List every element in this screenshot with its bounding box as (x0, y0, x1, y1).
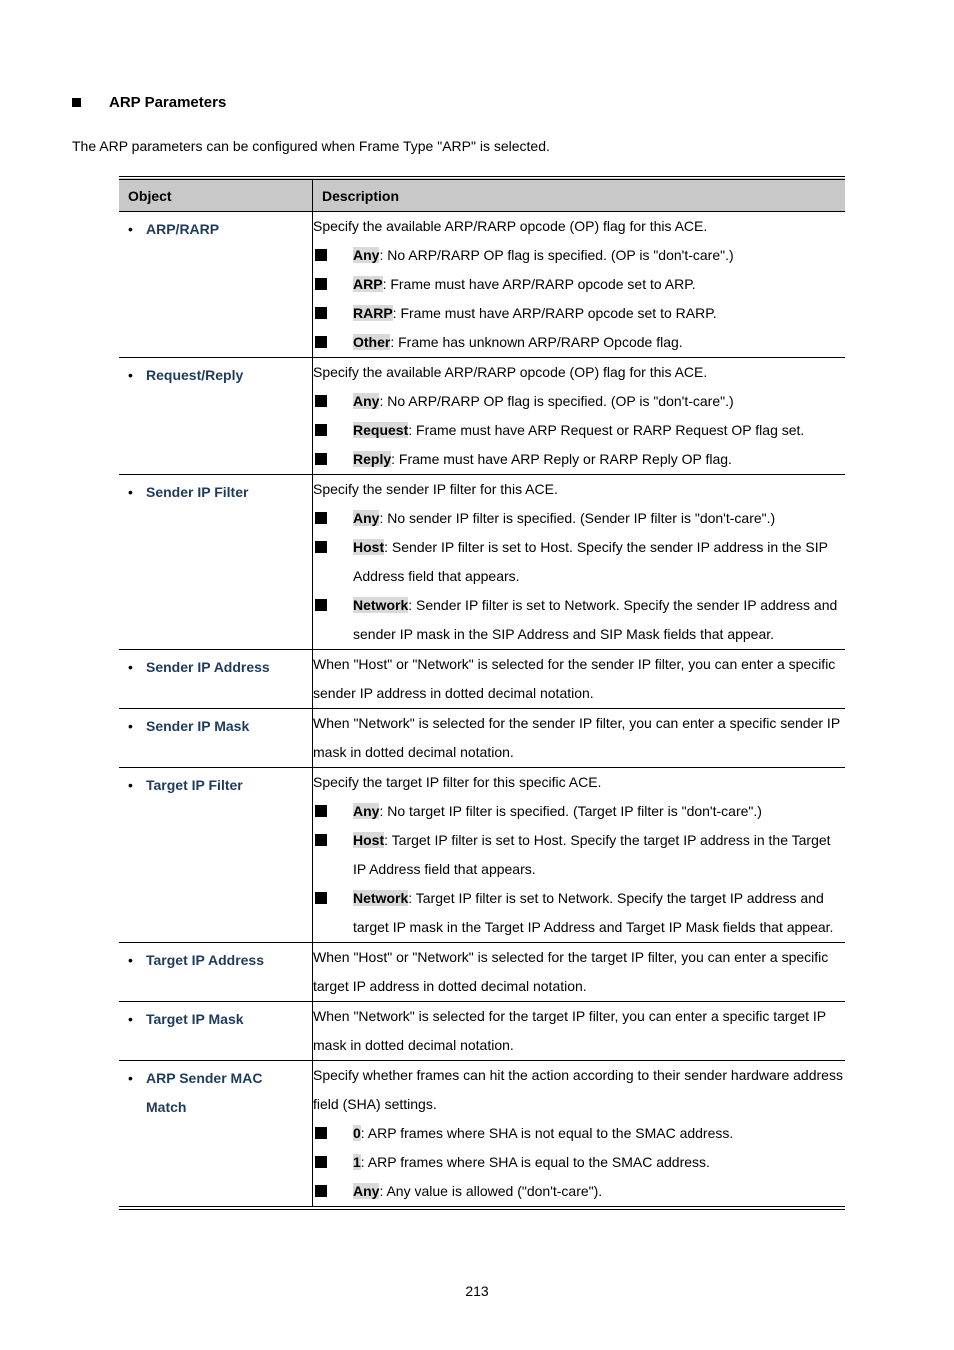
option-item (313, 445, 845, 474)
object-cell (119, 1002, 313, 1061)
option-item (313, 504, 845, 533)
object-label (128, 215, 312, 244)
square-bullet-icon (315, 424, 327, 436)
table-row (119, 1061, 845, 1209)
table-row (119, 475, 845, 650)
option-keyword: Network (353, 890, 409, 906)
object-name: Sender IP Mask (146, 718, 250, 734)
option-item (313, 1119, 845, 1148)
square-bullet-icon (315, 1185, 327, 1197)
option-keyword: Any (353, 1183, 380, 1199)
table-row (119, 943, 845, 1002)
square-bullet-icon (315, 307, 327, 319)
option-text: : Frame must have ARP Request or RARP Request OP flag set. (408, 422, 805, 438)
table-row (119, 212, 845, 358)
option-item (313, 1148, 845, 1177)
description-text: Specify the sender IP filter for this ACE. (313, 481, 558, 497)
bullet-icon: • (128, 1070, 133, 1086)
option-body (353, 591, 845, 649)
object-cell (119, 475, 313, 650)
description-cell (313, 768, 846, 943)
square-bullet-icon (315, 1127, 327, 1139)
description-text: When "Network" is selected for the sender IP filter, you can enter a specific sender IP mask in dotted decimal notation. (313, 715, 840, 760)
option-item (313, 591, 845, 649)
bullet-icon: • (128, 777, 133, 793)
option-keyword: Host (353, 539, 385, 555)
object-label (128, 1064, 312, 1122)
option-item (313, 797, 845, 826)
option-text: : Sender IP filter is set to Host. Specify the sender IP address in the SIP Address field that appears. (353, 539, 828, 584)
option-keyword: RARP (353, 305, 393, 321)
option-body (353, 416, 804, 445)
option-body (353, 270, 696, 299)
option-item (313, 299, 845, 328)
bullet-icon: • (128, 221, 133, 237)
section-heading-text: ARP Parameters (109, 94, 227, 111)
option-item (313, 387, 845, 416)
bullet-icon: • (128, 718, 133, 734)
table-row (119, 650, 845, 709)
option-item (313, 533, 845, 591)
option-text: : Frame must have ARP Reply or RARP Reply OP flag. (391, 451, 732, 467)
table-header-row (119, 178, 845, 212)
square-bullet-icon (315, 541, 327, 553)
option-body (353, 445, 732, 474)
description-text: Specify whether frames can hit the action according to their sender hardware address field (SHA) settings. (313, 1067, 843, 1112)
description-text: Specify the available ARP/RARP opcode (OP) flag for this ACE. (313, 218, 708, 234)
option-keyword: Any (353, 803, 380, 819)
object-label (128, 653, 312, 682)
table-row (119, 1002, 845, 1061)
option-keyword: 0 (353, 1125, 361, 1141)
option-body (353, 299, 717, 328)
square-bullet-icon (315, 805, 327, 817)
intro-paragraph: The ARP parameters can be configured when Frame Type "ARP" is selected. (72, 138, 550, 154)
option-keyword: ARP (353, 276, 383, 292)
option-text: : Target IP filter is set to Network. Specify the target IP address and target IP mask in the Target IP Address and Target IP Mask fields that appear. (353, 890, 834, 935)
option-body (353, 797, 762, 826)
object-cell (119, 650, 313, 709)
object-label (128, 1005, 312, 1034)
option-item (313, 826, 845, 884)
option-item (313, 416, 845, 445)
option-keyword: Host (353, 832, 385, 848)
object-name: ARP/RARP (146, 221, 220, 237)
option-item (313, 884, 845, 942)
description-text: Specify the target IP filter for this specific ACE. (313, 774, 602, 790)
square-bullet-icon (315, 395, 327, 407)
object-cell (119, 1061, 313, 1209)
option-body (353, 504, 775, 533)
square-bullet-icon (72, 98, 81, 107)
object-name: ARP Sender MAC Match (146, 1070, 263, 1115)
square-bullet-icon (315, 336, 327, 348)
option-body (353, 826, 845, 884)
bullet-icon: • (128, 1011, 133, 1027)
option-item (313, 328, 845, 357)
option-keyword: Any (353, 247, 380, 263)
header-description: Description (313, 178, 846, 212)
option-text: : Sender IP filter is set to Network. Specify the sender IP address and sender IP mask in the SIP Address and SIP Mask fields that appear. (353, 597, 838, 642)
option-body (353, 533, 845, 591)
object-label (128, 946, 312, 975)
square-bullet-icon (315, 249, 327, 261)
square-bullet-icon (315, 512, 327, 524)
option-text: : Frame must have ARP/RARP opcode set to ARP. (382, 276, 696, 292)
description-cell (313, 475, 846, 650)
option-body (353, 1177, 602, 1206)
option-keyword: Other (353, 334, 391, 350)
bullet-icon: • (128, 659, 133, 675)
option-body (353, 241, 734, 270)
object-name: Request/Reply (146, 367, 244, 383)
square-bullet-icon (315, 892, 327, 904)
object-name: Sender IP Filter (146, 484, 249, 500)
object-label (128, 478, 312, 507)
option-keyword: Any (353, 510, 380, 526)
option-item (313, 270, 845, 299)
description-cell (313, 943, 846, 1002)
square-bullet-icon (315, 834, 327, 846)
table-row (119, 709, 845, 768)
object-name: Target IP Filter (146, 777, 243, 793)
option-keyword: Network (353, 597, 409, 613)
object-label (128, 361, 312, 390)
bullet-icon: • (128, 367, 133, 383)
bullet-icon: • (128, 484, 133, 500)
description-cell (313, 709, 846, 768)
description-cell (313, 650, 846, 709)
description-text: Specify the available ARP/RARP opcode (OP) flag for this ACE. (313, 364, 708, 380)
object-label (128, 712, 312, 741)
description-text: When "Network" is selected for the target IP filter, you can enter a specific target IP mask in dotted decimal notation. (313, 1008, 826, 1053)
square-bullet-icon (315, 599, 327, 611)
object-name: Sender IP Address (146, 659, 270, 675)
square-bullet-icon (315, 453, 327, 465)
description-cell (313, 1002, 846, 1061)
header-object: Object (119, 178, 313, 212)
description-cell (313, 358, 846, 475)
option-item (313, 1177, 845, 1206)
option-text: : Frame must have ARP/RARP opcode set to RARP. (392, 305, 717, 321)
option-text: : Target IP filter is set to Host. Specify the target IP address in the Target IP Address field that appears. (353, 832, 831, 877)
option-body (353, 884, 845, 942)
object-cell (119, 358, 313, 475)
description-cell (313, 212, 846, 358)
option-body (353, 328, 683, 357)
option-keyword: Request (353, 422, 409, 438)
page-number: 213 (465, 1283, 489, 1299)
option-keyword: Any (353, 393, 380, 409)
option-text: : Any value is allowed ("don't-care"). (379, 1183, 603, 1199)
option-body (353, 1148, 710, 1177)
description-text: When "Host" or "Network" is selected for the sender IP filter, you can enter a specific sender IP address in dotted decimal notation. (313, 656, 836, 701)
option-keyword: 1 (353, 1154, 361, 1170)
object-name: Target IP Address (146, 952, 265, 968)
section-heading (72, 94, 226, 111)
option-item (313, 241, 845, 270)
option-keyword: Reply (353, 451, 392, 467)
square-bullet-icon (315, 1156, 327, 1168)
arp-parameters-table (119, 176, 845, 1210)
table-row (119, 768, 845, 943)
object-cell (119, 212, 313, 358)
option-text: : Frame has unknown ARP/RARP Opcode flag. (390, 334, 683, 350)
description-text: When "Host" or "Network" is selected for the target IP filter, you can enter a specific target IP address in dotted decimal notation. (313, 949, 829, 994)
option-body (353, 1119, 733, 1148)
option-body (353, 387, 734, 416)
object-cell (119, 768, 313, 943)
option-text: : ARP frames where SHA is not equal to the SMAC address. (360, 1125, 734, 1141)
option-text: : No ARP/RARP OP flag is specified. (OP is "don't-care".) (379, 393, 734, 409)
object-cell (119, 943, 313, 1002)
option-text: : No sender IP filter is specified. (Sender IP filter is "don't-care".) (379, 510, 776, 526)
description-cell (313, 1061, 846, 1209)
option-text: : No ARP/RARP OP flag is specified. (OP is "don't-care".) (379, 247, 734, 263)
square-bullet-icon (315, 278, 327, 290)
object-name: Target IP Mask (146, 1011, 244, 1027)
option-text: : ARP frames where SHA is equal to the SMAC address. (360, 1154, 710, 1170)
option-text: : No target IP filter is specified. (Target IP filter is "don't-care".) (379, 803, 762, 819)
object-label (128, 771, 312, 800)
table-body (119, 212, 845, 1209)
object-cell (119, 709, 313, 768)
bullet-icon: • (128, 952, 133, 968)
table-row (119, 358, 845, 475)
